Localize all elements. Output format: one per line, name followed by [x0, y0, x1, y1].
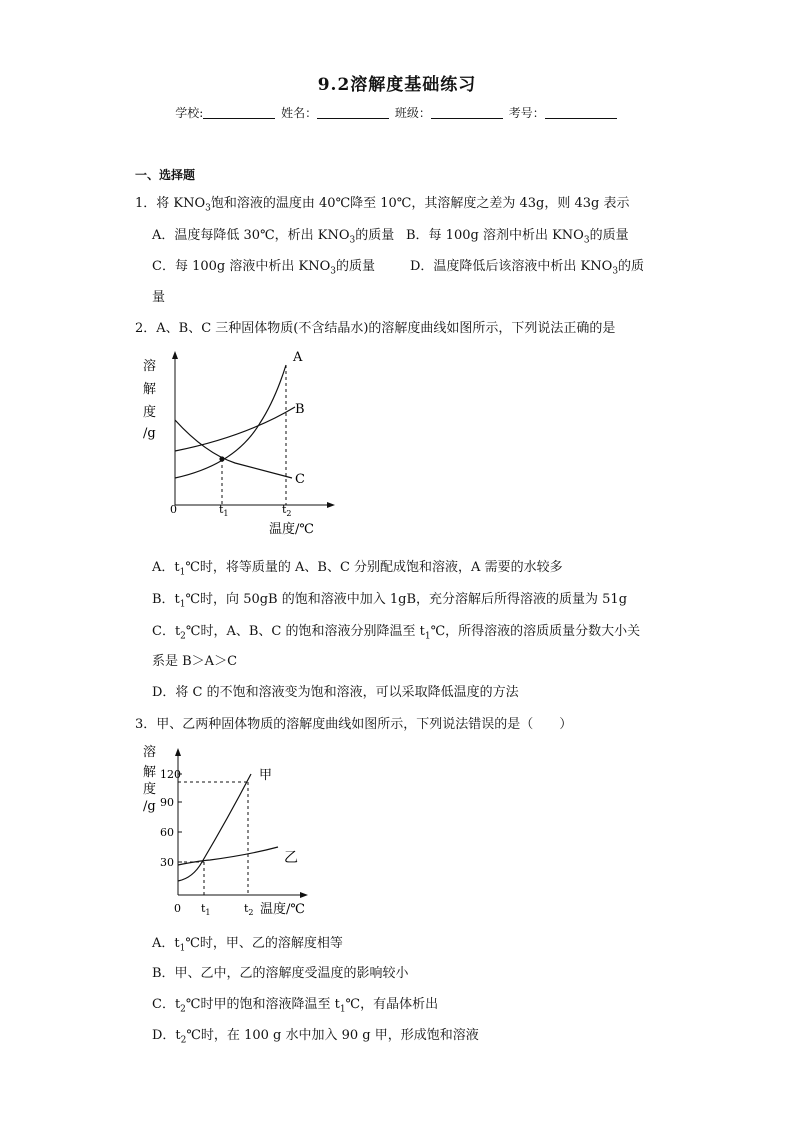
q2-stem: 2．A、B、C 三种固体物质(不含结晶水)的溶解度曲线如图所示，下列说法正确的是	[135, 321, 616, 336]
q3-curve-yi	[178, 847, 278, 865]
q3-xlabel: 温度/℃	[260, 902, 305, 917]
q2-origin: 0	[170, 503, 177, 516]
q2-x-arrow	[327, 502, 335, 508]
q2-option-c[interactable]: C．$t_2℃$时，A、B、C 的饱和溶液分别降温至 $t_1℃$，所得溶液的溶质质量分数大小关	[152, 624, 641, 642]
q3-label-jia: 甲	[259, 768, 273, 783]
q2-ylabel-1: 溶	[143, 359, 157, 374]
q3-option-d[interactable]: D．$t_2℃$时，在 100 g 水中加入 90 g 甲，形成饱和溶液	[152, 1028, 479, 1046]
class-blank[interactable]	[431, 106, 503, 119]
name-blank[interactable]	[317, 106, 389, 119]
q3-y-arrow	[175, 748, 181, 756]
q1-option-b[interactable]: B．每 100g 溶剂中析出 $KNO_3$的质量	[406, 228, 629, 246]
q3-label-yi: 乙	[284, 850, 298, 866]
q3-ytick-90: 90	[160, 796, 174, 809]
q2-ylabel-3: 度	[143, 405, 157, 420]
exam-no-blank[interactable]	[545, 106, 617, 119]
q3-ylabel-3: 度	[143, 782, 157, 797]
q3-origin: 0	[174, 902, 181, 915]
school-blank[interactable]	[203, 106, 275, 119]
q2-label-C: C	[295, 472, 305, 487]
q2-option-a[interactable]: A．$t_1℃$时，将等质量的 A、B、C 分别配成饱和溶液，A 需要的水较多	[152, 560, 563, 578]
q3-ylabel-1: 溶	[143, 745, 157, 760]
q2-y-arrow	[172, 351, 178, 359]
page-title: 9.2溶解度基础练习	[317, 75, 477, 95]
q3-tick-t1: $t_1$	[201, 902, 211, 917]
q3-stem: 3．甲、乙两种固体物质的溶解度曲线如图所示，下列说法错误的是（ ）	[135, 717, 573, 732]
q2-tick-t2: $t_2$	[282, 503, 292, 518]
q3-ylabel-4: /g	[143, 799, 156, 814]
q2-curve-B	[175, 407, 295, 451]
q2-label-B: B	[295, 402, 305, 417]
q3-x-arrow	[300, 892, 308, 898]
section-heading: 一、选择题	[135, 168, 196, 182]
q3-option-a[interactable]: A．$t_1℃$时，甲、乙的溶解度相等	[152, 936, 343, 954]
q2-intersection-point	[219, 456, 224, 461]
q3-ytick-30: 30	[160, 856, 174, 869]
q2-ylabel-2: 解	[143, 382, 157, 397]
q2-option-b[interactable]: B．$t_1℃$时，向 50gB 的饱和溶液中加入 1gB，充分溶解后所得溶液的质量为 51g	[152, 592, 628, 610]
q3-tick-t2: $t_2$	[244, 902, 254, 917]
q3-option-c[interactable]: C．$t_2℃$时甲的饱和溶液降温至 $t_1℃$，有晶体析出	[152, 997, 439, 1015]
q2-ylabel-4: /g	[143, 426, 156, 441]
q3-chart	[138, 740, 318, 922]
q3-ytick-60: 60	[160, 826, 174, 839]
q1-option-d-cont: 量	[152, 290, 166, 305]
q3-ylabel-2: 解	[143, 765, 157, 780]
q3-ytick-120: 120	[160, 768, 181, 781]
student-info-line	[0, 104, 794, 121]
q2-curve-C	[175, 420, 292, 478]
q2-chart	[135, 345, 340, 540]
q2-option-c-cont: 系是 B＞A＞C	[152, 654, 238, 669]
q3-curve-jia	[178, 774, 251, 881]
class-label: 班级：	[394, 106, 431, 120]
q1-option-a[interactable]: A．温度每降低 30℃，析出 $KNO_3$的质量	[152, 228, 395, 246]
q3-option-b[interactable]: B．甲、乙中，乙的溶解度受温度的影响较小	[152, 966, 409, 981]
q1-option-c[interactable]: C．每 100g 溶液中析出 $KNO_3$的质量	[152, 259, 375, 277]
exam-no-label: 考号：	[508, 106, 545, 120]
q1-stem: 1．将 $KNO_3$饱和溶液的温度由 40℃降至 10℃，其溶解度之差为 43g，则 43g 表示	[135, 196, 630, 214]
q2-option-d[interactable]: D．将 C 的不饱和溶液变为饱和溶液，可以采取降低温度的方法	[152, 685, 519, 700]
school-label: 学校:	[175, 106, 204, 120]
q2-xlabel: 温度/℃	[269, 522, 314, 537]
q2-label-A: A	[293, 350, 303, 365]
q2-tick-t1: $t_1$	[219, 503, 229, 518]
q1-option-d[interactable]: D．温度降低后该溶液中析出 $KNO_3$的质	[410, 259, 645, 277]
name-label: 姓名：	[281, 106, 318, 120]
